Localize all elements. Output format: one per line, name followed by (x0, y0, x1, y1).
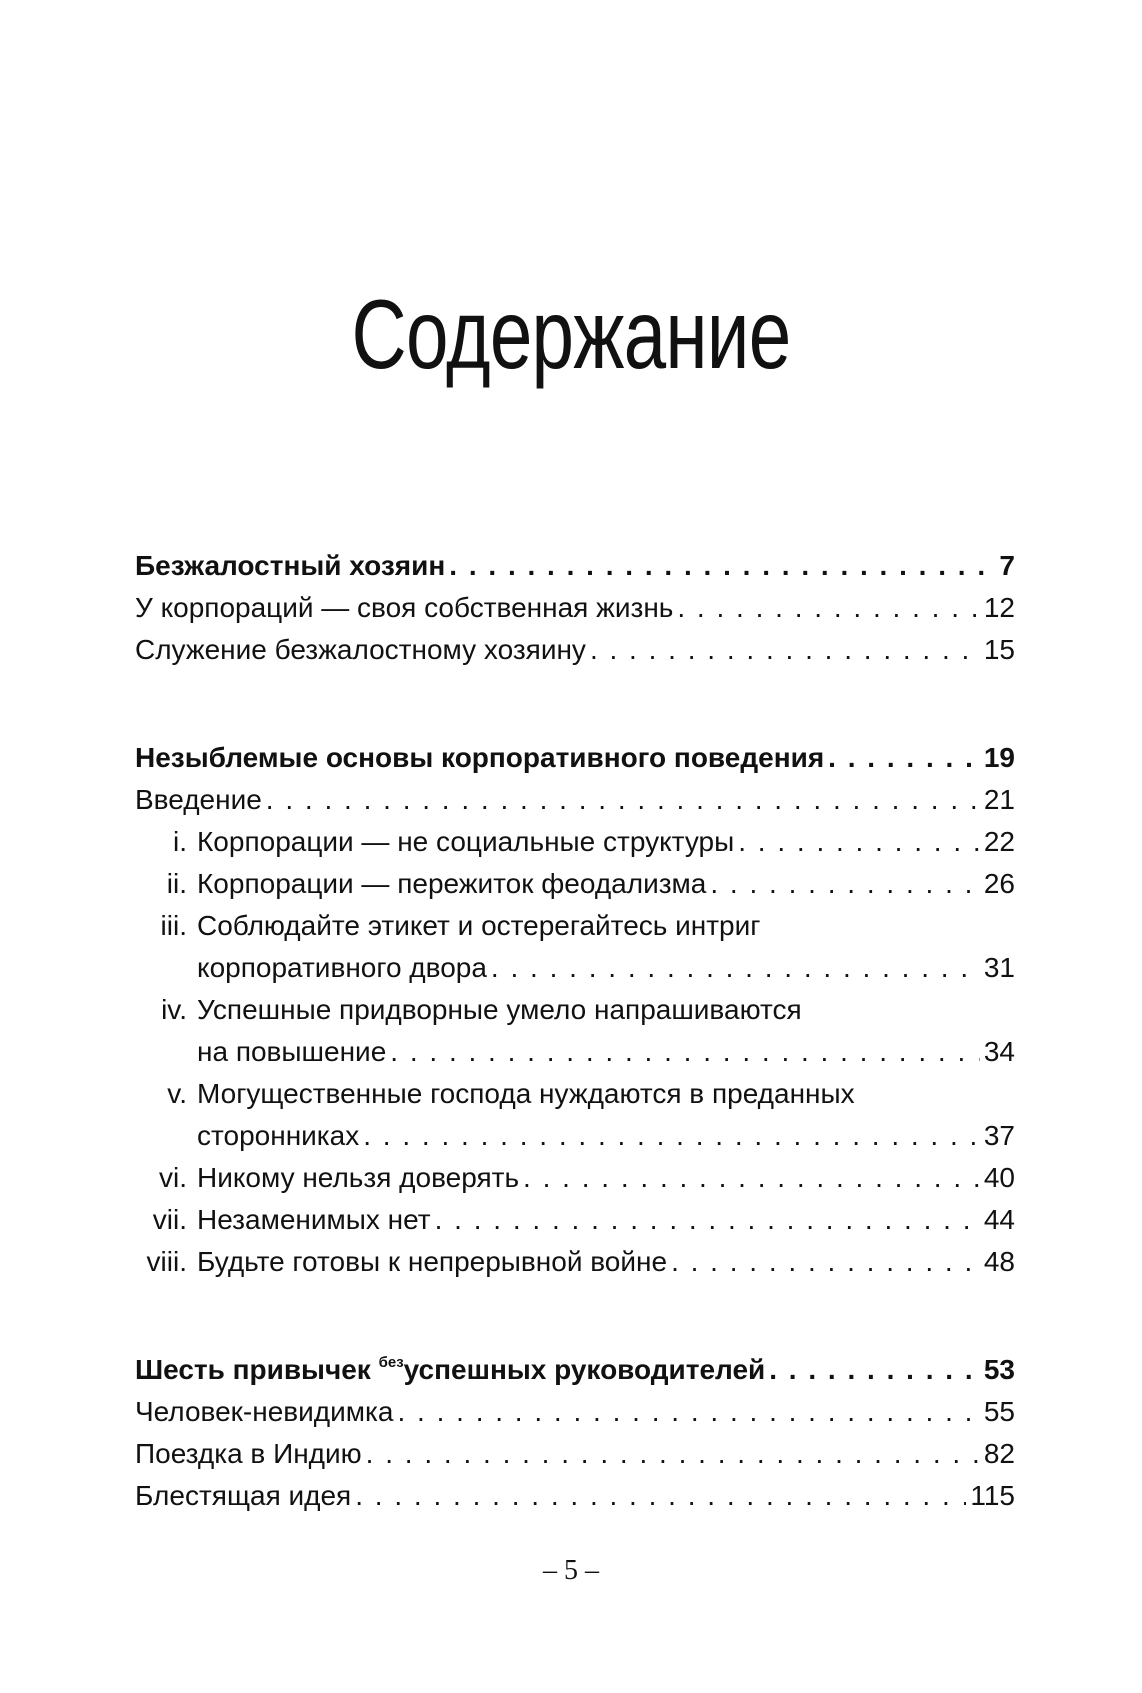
toc-entry[interactable] (135, 994, 1015, 1036)
toc-entry[interactable] (135, 1438, 1015, 1480)
toc-entry[interactable] (135, 1162, 1015, 1204)
leader-dots (366, 1438, 980, 1470)
toc-entry-label: Могущественные господа нуждаются в преданных (197, 1078, 855, 1109)
leader-dots (738, 826, 980, 858)
leader-dots (710, 868, 979, 900)
toc-entry[interactable] (135, 1480, 1015, 1522)
toc-section-heading[interactable] (135, 550, 1015, 592)
toc-page-number: 21 (983, 784, 1015, 815)
toc-heading-label (135, 1354, 765, 1386)
toc-entry-label: Поездка в Индию (135, 1438, 362, 1469)
toc-entry[interactable] (135, 1078, 1015, 1120)
toc-entry[interactable] (135, 592, 1015, 634)
toc-page-number: 15 (983, 634, 1015, 665)
toc-page-number: 7 (999, 550, 1015, 581)
toc-entry[interactable] (135, 1396, 1015, 1438)
leader-dots (449, 550, 995, 582)
toc-entry-label: Никому нельзя доверять (197, 1162, 520, 1193)
leader-dots (435, 1204, 980, 1236)
toc-heading-superscript: без (378, 1354, 404, 1371)
toc-entry-label-continuation: на повышение (197, 1036, 387, 1067)
toc-entry-roman-numeral: v. (167, 1078, 187, 1109)
section-spacer (135, 1288, 1015, 1354)
toc-entry-roman-numeral: i. (173, 826, 187, 857)
toc-page-number: 40 (983, 1162, 1015, 1193)
toc-section-heading[interactable] (135, 742, 1015, 784)
toc-entry-label: Введение (135, 784, 262, 815)
toc-page-number: 55 (983, 1396, 1015, 1427)
page-number: – 5 – (543, 1555, 599, 1586)
toc-page-number: 115 (970, 1480, 1015, 1511)
toc-page-number: 37 (983, 1120, 1015, 1151)
toc-heading-label: Незыблемые основы корпоративного поведения (135, 742, 825, 773)
leader-dots (397, 1396, 979, 1428)
toc-entry-label: Соблюдайте этикет и остерегайтесь интриг (197, 910, 761, 941)
leader-dots (491, 952, 980, 984)
toc-page-number: 12 (983, 592, 1015, 623)
toc-entry-label: Корпорации — не социальные структуры (197, 826, 735, 857)
toc-page-number: 34 (983, 1036, 1015, 1067)
toc-page-number: 44 (983, 1204, 1015, 1235)
toc-entry-label: Служение безжалостному хозяину (135, 634, 586, 665)
toc-entry-continuation[interactable] (135, 1120, 1015, 1162)
toc-heading-label: Безжалостный хозяин (135, 550, 446, 581)
leader-dots (266, 784, 980, 816)
toc-entry[interactable] (135, 910, 1015, 952)
toc-entry-label-continuation: сторонниках (197, 1120, 360, 1151)
toc-entry-label: Успешные придворные умело напрашиваются (197, 994, 802, 1025)
toc-page-number: 22 (983, 826, 1015, 857)
toc-entry[interactable] (135, 634, 1015, 676)
toc-entry-continuation[interactable] (135, 1036, 1015, 1078)
table-of-contents (135, 550, 1015, 1522)
toc-entry[interactable] (135, 784, 1015, 826)
toc-entry-label: Человек-невидимка (135, 1396, 394, 1427)
leader-dots (363, 1120, 980, 1152)
leader-dots (390, 1036, 980, 1068)
leader-dots (523, 1162, 980, 1194)
toc-entry-label: Блестящая идея (135, 1480, 352, 1511)
leader-dots (355, 1480, 966, 1512)
toc-page-number: 26 (983, 868, 1015, 899)
section-spacer (135, 676, 1015, 742)
leader-dots (828, 742, 980, 774)
toc-entry-label: Незаменимых нет (197, 1204, 431, 1235)
toc-entry-label: У корпораций — своя собственная жизнь (135, 592, 674, 623)
toc-entry-roman-numeral: iii. (160, 910, 187, 941)
toc-heading-label-pre: Шесть привычек (135, 1354, 379, 1385)
leader-dots (677, 592, 979, 624)
toc-section-heading[interactable] (135, 1354, 1015, 1396)
toc-entry[interactable] (135, 868, 1015, 910)
toc-page-number: 53 (983, 1354, 1015, 1385)
leader-dots (671, 1246, 980, 1278)
toc-page-number: 48 (983, 1246, 1015, 1277)
toc-entry-label-continuation: корпоративного двора (197, 952, 487, 983)
toc-page-number: 82 (983, 1438, 1015, 1469)
toc-heading-label-post: успешных руководителей (403, 1354, 766, 1385)
toc-page-number: 19 (983, 742, 1015, 773)
toc-entry-label: Будьте готовы к непрерывной войне (197, 1246, 668, 1277)
toc-entry-roman-numeral: ii. (166, 868, 187, 899)
toc-entry-roman-numeral: iv. (161, 994, 187, 1025)
toc-entry-label: Корпорации — пережиток феодализма (197, 868, 707, 899)
toc-entry-roman-numeral: vi. (159, 1162, 187, 1193)
toc-page-number: 31 (983, 952, 1015, 983)
toc-entry-continuation[interactable] (135, 952, 1015, 994)
leader-dots (769, 1354, 980, 1386)
page-title: Содержание (351, 279, 791, 389)
leader-dots (590, 634, 980, 666)
toc-entry[interactable] (135, 826, 1015, 868)
toc-entry-roman-numeral: vii. (152, 1204, 187, 1235)
toc-entry[interactable] (135, 1204, 1015, 1246)
toc-entry[interactable] (135, 1246, 1015, 1288)
toc-entry-roman-numeral: viii. (146, 1246, 187, 1277)
